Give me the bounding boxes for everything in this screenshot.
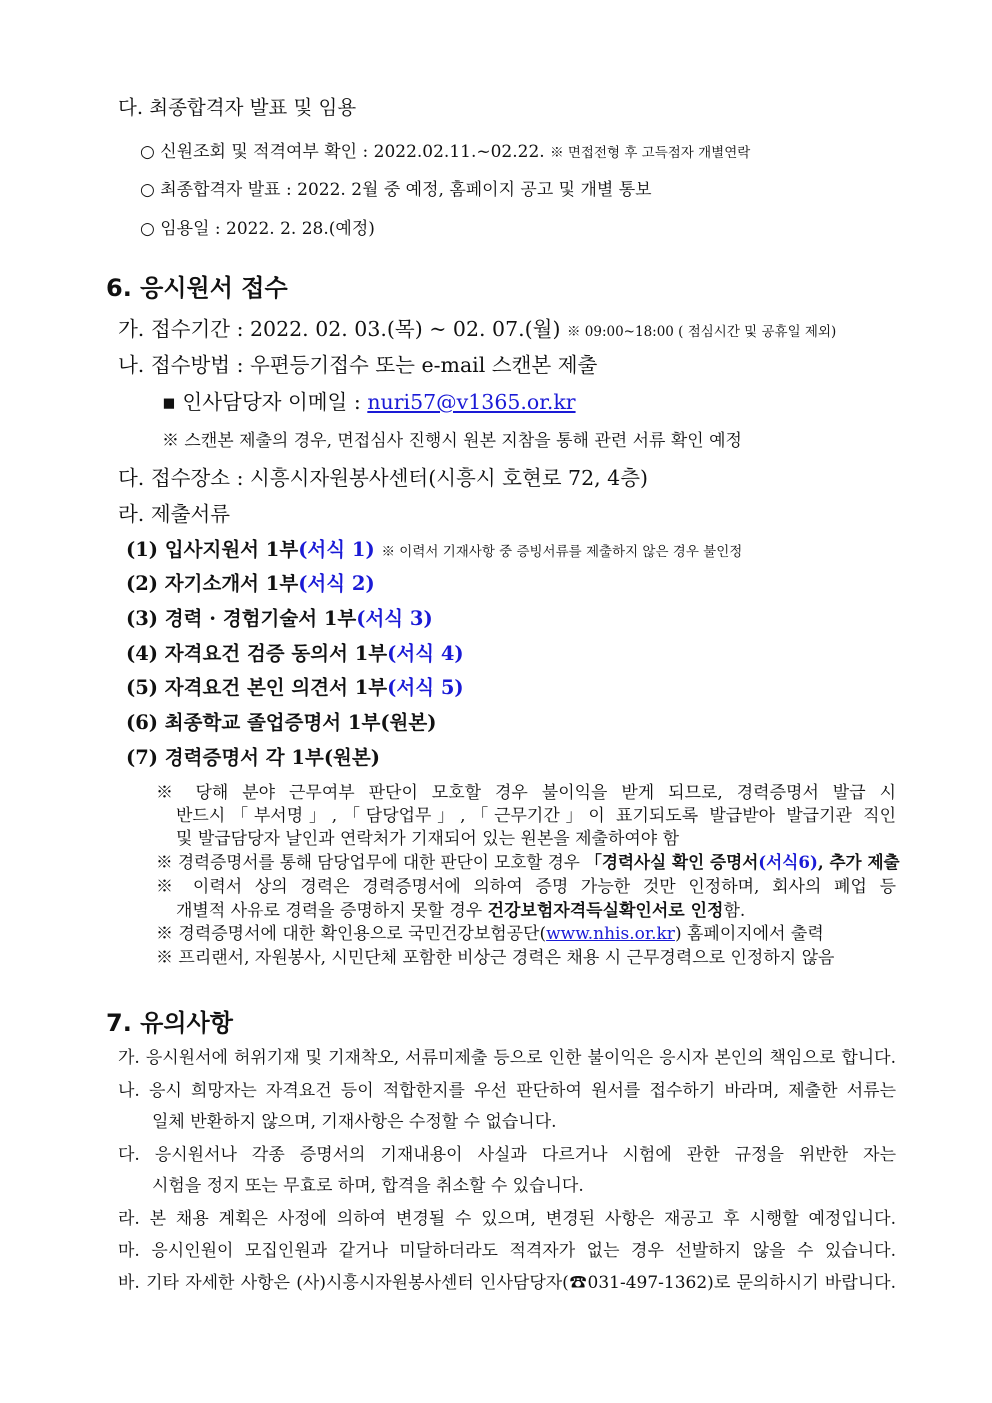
note-4-pre: ※ 경력증명서에 대한 확인용으로 국민건강보험공단( (156, 924, 547, 944)
note-3-pre: 개별적 사유로 경력을 증명하지 못할 경우 (176, 901, 483, 921)
section-7-title: 7. 유의사항 (106, 1009, 233, 1037)
scan-note: ※ 스캔본 제출의 경우, 면접심사 진행시 원본 지참을 통해 관련 서류 확인 예정 (162, 431, 742, 451)
note-2 (156, 848, 900, 873)
sec7-na-line-2: 일체 반환하지 않으며, 기재사항은 수정할 수 없습니다. (152, 1112, 557, 1132)
doc-item-7: (7) 경력증명서 각 1부(원본) (126, 746, 380, 769)
doc-item-6: (6) 최종학교 졸업증명서 1부(원본) (126, 711, 437, 734)
sec7-ba: 바. 기타 자세한 사항은 (사)시흥시자원봉사센터 인사담당자(☎031-497-1362)로 문의하시기 바랍니다. (118, 1273, 896, 1291)
note-2-pre: ※ 경력증명서를 통해 담당업무에 대한 판단이 모호할 경우 (156, 853, 580, 873)
da-item-2: ○ 최종합격자 발표 : 2022. 2월 중 예정, 홈페이지 공고 및 개별 통보 (140, 180, 652, 200)
da-item-1-main: ○ 신원조회 및 적격여부 확인 : 2022.02.11.~02.22. (140, 142, 545, 162)
note-3-line-1: ※ 이력서 상의 경력은 경력증명서에 의하여 증명 가능한 것만 인정하며, 회사의 폐업 등 (156, 877, 896, 895)
doc-item-3 (126, 603, 433, 631)
doc-1-note: ※ 이력서 기재사항 중 증빙서류를 제출하지 않은 경우 불인정 (381, 544, 743, 560)
doc-1-form: (서식 1) (298, 538, 375, 561)
doc-item-4 (126, 638, 464, 666)
note-1-line-1: ※ 당해 분야 근무여부 판단이 모호할 경우 불이익을 받게 되므로, 경력증명서 발급 시 (156, 783, 896, 801)
doc-5-label: (5) 자격요건 본인 의견서 1부 (126, 676, 388, 699)
doc-3-form: (서식 3) (356, 607, 433, 630)
note-1-line-3: 및 발급담당자 날인과 연락처가 기재되어 있는 원본을 제출하여야 함 (176, 829, 680, 849)
doc-3-label: (3) 경력 · 경험기술서 1부 (126, 607, 357, 630)
note-2-end: , 추가 제출 (817, 853, 900, 873)
note-3-bold: 건강보험자격득실확인서로 인정 (487, 901, 724, 921)
email-line (162, 385, 576, 415)
sec7-da-line-1: 다. 응시원서나 각종 증명서의 기재내용이 사실과 다르거나 시험에 관한 규정을 위반한 자는 (118, 1145, 896, 1163)
doc-2-form: (서식 2) (298, 572, 375, 595)
sec6-ra: 라. 제출서류 (118, 502, 231, 526)
note-4 (156, 919, 824, 944)
doc-item-2 (126, 568, 375, 596)
sec7-ga: 가. 응시원서에 허위기재 및 기재착오, 서류미제출 등으로 인한 불이익은 응시자 본인의 책임으로 합니다. (118, 1048, 896, 1066)
note-2-bold: 「경력사실 확인 증명서 (585, 853, 759, 873)
email-label: ▪ 인사담당자 이메일 : (162, 390, 361, 414)
section-da-title: 다. 최종합격자 발표 및 임용 (118, 96, 357, 119)
note-1-line-2: 반드시「부서명」,「담당업무」,「근무기간」이 표기되도록 발급받아 발급기관 직인 (176, 806, 896, 824)
sec7-ra: 라. 본 채용 계획은 사정에 의하여 변경될 수 있으며, 변경된 사항은 재공고 후 시행할 예정입니다. (118, 1209, 896, 1227)
section-6-title: 6. 응시원서 접수 (106, 274, 288, 302)
sec7-da-line-2: 시험을 정지 또는 무효로 하며, 합격을 취소할 수 있습니다. (152, 1176, 584, 1196)
note-5: ※ 프리랜서, 자원봉사, 시민단체 포함한 비상근 경력은 채용 시 근무경력으로 인정하지 않음 (156, 948, 835, 968)
sec7-ma: 마. 응시인원이 모집인원과 같거나 미달하더라도 적격자가 없는 경우 선발하지 않을 수 있습니다. (118, 1241, 896, 1259)
note-3-end: 함. (723, 901, 746, 921)
doc-item-1 (126, 534, 742, 562)
sec6-ga-main: 가. 접수기간 : 2022. 02. 03.(목) ~ 02. 07.(월) (118, 317, 561, 341)
da-item-1 (140, 137, 750, 162)
note-3-line-2 (176, 896, 745, 921)
doc-4-label: (4) 자격요건 검증 동의서 1부 (126, 642, 388, 665)
note-4-end: ) 홈페이지에서 출력 (674, 924, 824, 944)
sec7-na-line-1: 나. 응시 희망자는 자격요건 등이 적합한지를 우선 판단하여 원서를 접수하기 바라며, 제출한 서류는 (118, 1081, 896, 1099)
doc-1-label: (1) 입사지원서 1부 (126, 538, 299, 561)
sec6-ga (118, 312, 836, 342)
doc-5-form: (서식 5) (387, 676, 464, 699)
note-2-form: (서식6) (758, 853, 818, 873)
sec6-na: 나. 접수방법 : 우편등기접수 또는 e-mail 스캔본 제출 (118, 353, 598, 377)
da-item-3: ○ 임용일 : 2022. 2. 28.(예정) (140, 219, 375, 239)
nhis-link[interactable]: www.nhis.or.kr (546, 924, 675, 944)
doc-item-5 (126, 672, 464, 700)
email-link[interactable]: nuri57@v1365.or.kr (367, 390, 576, 414)
doc-4-form: (서식 4) (387, 642, 464, 665)
da-item-1-note: ※ 면접전형 후 고득점자 개별연락 (550, 145, 751, 161)
sec6-ga-note: ※ 09:00~18:00 ( 점심시간 및 공휴일 제외) (566, 324, 837, 340)
sec6-da: 다. 접수장소 : 시흥시자원봉사센터(시흥시 호현로 72, 4층) (118, 466, 649, 490)
doc-2-label: (2) 자기소개서 1부 (126, 572, 299, 595)
